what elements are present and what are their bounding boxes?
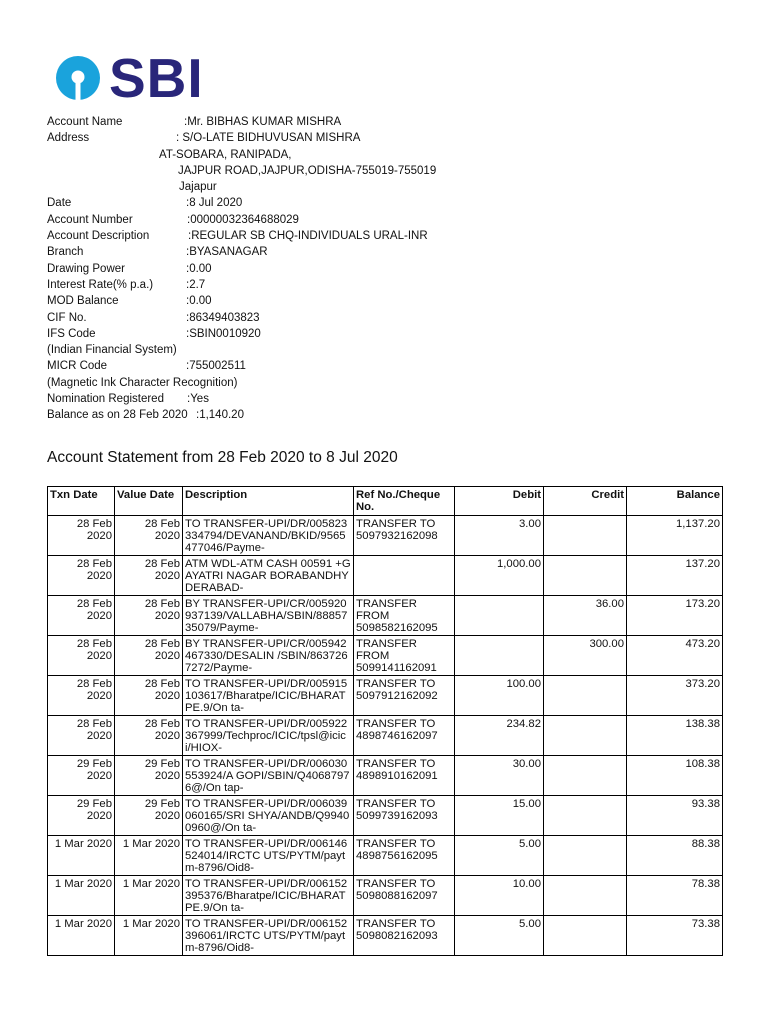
table-body [48, 516, 723, 956]
balance-cell-text: 137.20 [685, 558, 720, 570]
table-row [48, 636, 723, 676]
txn-date-cell [48, 596, 115, 636]
description-cell [183, 916, 354, 956]
value-date-cell [115, 836, 183, 876]
table-row [48, 556, 723, 596]
debit-cell [455, 636, 544, 676]
description-cell-text: TO TRANSFER-UPI/DR/006152395376/Bharatpe/ICIC/BHARATPE.9/On ta- [185, 878, 348, 914]
detail-label: Account Name [47, 116, 123, 128]
detail-label: MICR Code [47, 360, 108, 373]
balance-cell [627, 876, 723, 916]
credit-cell [544, 716, 627, 756]
reference-cell-text: TRANSFER TO 5097932162098 [356, 518, 438, 542]
reference-cell [354, 716, 455, 756]
value-date-cell [115, 556, 183, 596]
debit-cell-text: 1,000.00 [497, 558, 541, 570]
credit-cell [544, 876, 627, 916]
detail-value: :00000032364688029 [187, 213, 299, 226]
detail-value: :REGULAR SB CHQ-INDIVIDUALS URAL-INR [188, 230, 428, 243]
column-header: Txn Date [48, 487, 115, 516]
detail-value: :1,140.20 [196, 409, 244, 422]
column-header: Debit [455, 487, 544, 516]
detail-value: AT-SOBARA, RANIPADA, [159, 148, 292, 161]
balance-cell-text: 138.38 [685, 718, 720, 730]
reference-cell [354, 516, 455, 556]
value-date-cell [115, 676, 183, 716]
balance-cell-text: 373.20 [685, 678, 720, 690]
txn-date-cell [48, 556, 115, 596]
reference-cell-text: TRANSFER TO 5098088162097 [356, 878, 438, 902]
reference-cell-text: TRANSFER TO 4898746162097 [356, 718, 438, 742]
reference-cell [354, 596, 455, 636]
reference-cell-text: TRANSFER FROM 5098582162095 [356, 598, 438, 634]
description-cell [183, 676, 354, 716]
bank-name: SBI [109, 47, 204, 109]
description-cell-text: TO TRANSFER-UPI/DR/005823334794/DEVANAND/BKID/9565477046/Payme- [185, 518, 348, 554]
balance-cell-text: 1,137.20 [676, 518, 720, 530]
value-date-cell-text: 29 Feb 2020 [144, 798, 180, 822]
txn-date-cell [48, 876, 115, 916]
description-cell-text: TO TRANSFER-UPI/DR/005915103617/Bharatpe/ICIC/BHARATPE.9/On ta- [185, 678, 348, 714]
balance-cell [627, 916, 723, 956]
table-row [48, 596, 723, 636]
debit-cell [455, 836, 544, 876]
value-date-cell-text: 28 Feb 2020 [144, 518, 180, 542]
reference-cell-text: TRANSFER TO 5099739162093 [356, 798, 438, 822]
debit-cell-text: 5.00 [519, 838, 541, 850]
value-date-cell-text: 28 Feb 2020 [144, 678, 180, 702]
detail-value: :Mr. BIBHAS KUMAR MISHRA [184, 116, 342, 128]
detail-label: Account Number [47, 213, 133, 226]
description-cell-text: BY TRANSFER-UPI/CR/005920937139/VALLABHA/SBIN/8885735079/Payme- [185, 598, 348, 634]
reference-cell [354, 676, 455, 716]
detail-label: Account Description [47, 230, 150, 243]
balance-cell [627, 636, 723, 676]
balance-cell-text: 88.38 [691, 838, 720, 850]
txn-date-cell-text: 1 Mar 2020 [54, 918, 112, 930]
description-cell-text: BY TRANSFER-UPI/CR/005942467330/DESALIN /SBIN/8637267272/Payme- [185, 638, 348, 674]
table-header-row [48, 487, 723, 516]
description-cell [183, 636, 354, 676]
value-date-cell-text: 1 Mar 2020 [122, 918, 180, 930]
txn-date-cell [48, 676, 115, 716]
debit-cell-text: 234.82 [506, 718, 541, 730]
value-date-cell [115, 916, 183, 956]
txn-date-cell [48, 916, 115, 956]
credit-cell-text: 36.00 [595, 598, 624, 610]
reference-cell [354, 796, 455, 836]
credit-cell [544, 756, 627, 796]
detail-label: Nomination Registered [47, 393, 164, 406]
description-cell [183, 556, 354, 596]
debit-cell [455, 596, 544, 636]
table-row [48, 756, 723, 796]
detail-value: :86349403823 [186, 311, 260, 324]
sbi-logo [55, 47, 204, 109]
debit-cell-text: 5.00 [519, 918, 541, 930]
balance-cell [627, 716, 723, 756]
balance-cell-text: 173.20 [685, 598, 720, 610]
txn-date-cell-text: 28 Feb 2020 [76, 518, 112, 542]
balance-cell-text: 73.38 [691, 918, 720, 930]
description-cell-text: TO TRANSFER-UPI/DR/006030553924/A GOPI/SBIN/Q40687976@/On tap- [185, 758, 350, 794]
value-date-cell-text: 1 Mar 2020 [122, 838, 180, 850]
value-date-cell-text: 28 Feb 2020 [144, 638, 180, 662]
balance-cell [627, 756, 723, 796]
debit-cell-text: 30.00 [512, 758, 541, 770]
column-header: Ref No./Cheque No. [354, 487, 455, 516]
value-date-cell-text: 1 Mar 2020 [122, 878, 180, 890]
description-cell-text: ATM WDL-ATM CASH 00591 +GAYATRI NAGAR BORABANDHYDERABAD- [185, 558, 351, 594]
detail-label: Branch [47, 246, 84, 259]
detail-value: :0.00 [186, 262, 212, 275]
detail-label: Date [47, 197, 72, 210]
detail-label: Balance as on 28 Feb 2020 [47, 409, 188, 422]
credit-cell [544, 516, 627, 556]
reference-cell-text: TRANSFER TO 4898910162091 [356, 758, 438, 782]
txn-date-cell-text: 28 Feb 2020 [76, 598, 112, 622]
reference-cell [354, 636, 455, 676]
value-date-cell [115, 756, 183, 796]
detail-label: (Magnetic Ink Character Recognition) [47, 376, 238, 389]
txn-date-cell [48, 756, 115, 796]
balance-cell [627, 836, 723, 876]
txn-date-cell [48, 716, 115, 756]
table-row [48, 836, 723, 876]
description-cell-text: TO TRANSFER-UPI/DR/005922367999/Techproc/ICIC/tpsl@icici/HIOX- [185, 718, 348, 754]
reference-cell-text: TRANSFER TO 5098082162093 [356, 918, 438, 942]
balance-cell-text: 473.20 [685, 638, 720, 650]
sbi-logo-icon [55, 55, 101, 101]
detail-value: : S/O-LATE BIDHUVUSAN MISHRA [176, 132, 361, 145]
txn-date-cell-text: 29 Feb 2020 [76, 798, 112, 822]
value-date-cell-text: 29 Feb 2020 [144, 758, 180, 782]
description-cell [183, 716, 354, 756]
detail-value: :0.00 [186, 295, 212, 308]
description-cell-text: TO TRANSFER-UPI/DR/006152396061/IRCTC UTS/PYTM/paytm-8796/Oid8- [185, 918, 348, 954]
detail-value: :755002511 [186, 360, 246, 373]
reference-cell [354, 556, 455, 596]
detail-label: IFS Code [47, 327, 96, 340]
txn-date-cell-text: 28 Feb 2020 [76, 638, 112, 662]
balance-cell-text: 93.38 [691, 798, 720, 810]
value-date-cell [115, 516, 183, 556]
description-cell-text: TO TRANSFER-UPI/DR/006039060165/SRI SHYA/ANDB/Q99400960@/On ta- [185, 798, 350, 834]
balance-cell [627, 556, 723, 596]
reference-cell [354, 836, 455, 876]
detail-label: CIF No. [47, 311, 87, 324]
credit-cell [544, 796, 627, 836]
txn-date-cell-text: 28 Feb 2020 [76, 678, 112, 702]
value-date-cell [115, 876, 183, 916]
detail-label: MOD Balance [47, 295, 119, 308]
description-cell [183, 876, 354, 916]
balance-cell [627, 596, 723, 636]
detail-value: :BYASANAGAR [186, 246, 268, 259]
txn-date-cell-text: 28 Feb 2020 [76, 558, 112, 582]
debit-cell [455, 756, 544, 796]
txn-date-cell [48, 516, 115, 556]
balance-cell [627, 676, 723, 716]
debit-cell [455, 716, 544, 756]
debit-cell-text: 3.00 [519, 518, 541, 530]
description-cell [183, 596, 354, 636]
credit-cell-text: 300.00 [589, 638, 624, 650]
statement-title: Account Statement from 28 Feb 2020 to 8 Jul 2020 [47, 449, 398, 466]
value-date-cell [115, 636, 183, 676]
table-row [48, 916, 723, 956]
table-row [48, 516, 723, 556]
description-cell [183, 836, 354, 876]
debit-cell [455, 796, 544, 836]
debit-cell-text: 100.00 [506, 678, 541, 690]
detail-value: :2.7 [186, 278, 206, 291]
column-header: Credit [544, 487, 627, 516]
debit-cell-text: 10.00 [512, 878, 541, 890]
column-header: Description [183, 487, 354, 516]
txn-date-cell-text: 1 Mar 2020 [54, 838, 112, 850]
detail-value: :Yes [187, 393, 209, 406]
detail-label: Drawing Power [47, 262, 125, 275]
reference-cell [354, 916, 455, 956]
column-header: Balance [627, 487, 723, 516]
value-date-cell-text: 28 Feb 2020 [144, 558, 180, 582]
column-header: Value Date [115, 487, 183, 516]
debit-cell [455, 556, 544, 596]
value-date-cell-text: 28 Feb 2020 [144, 598, 180, 622]
balance-cell [627, 516, 723, 556]
detail-value: JAJPUR ROAD,JAJPUR,ODISHA-755019-755019 [178, 164, 437, 177]
transactions-table [47, 486, 723, 956]
txn-date-cell [48, 636, 115, 676]
detail-label: (Indian Financial System) [47, 344, 177, 357]
txn-date-cell [48, 796, 115, 836]
detail-value: Jajapur [179, 181, 217, 194]
txn-date-cell-text: 1 Mar 2020 [54, 878, 112, 890]
reference-cell-text: TRANSFER FROM 5099141162091 [356, 638, 437, 674]
value-date-cell [115, 596, 183, 636]
balance-cell [627, 796, 723, 836]
table-row [48, 796, 723, 836]
debit-cell [455, 516, 544, 556]
table-row [48, 876, 723, 916]
table-row [48, 676, 723, 716]
credit-cell [544, 916, 627, 956]
reference-cell [354, 876, 455, 916]
txn-date-cell [48, 836, 115, 876]
credit-cell [544, 676, 627, 716]
debit-cell [455, 916, 544, 956]
reference-cell-text: TRANSFER TO 4898756162095 [356, 838, 438, 862]
balance-cell-text: 108.38 [685, 758, 720, 770]
description-cell [183, 756, 354, 796]
description-cell-text: TO TRANSFER-UPI/DR/006146524014/IRCTC UTS/PYTM/paytm-8796/Oid8- [185, 838, 348, 874]
balance-cell-text: 78.38 [691, 878, 720, 890]
detail-value: :SBIN0010920 [186, 327, 261, 340]
value-date-cell-text: 28 Feb 2020 [144, 718, 180, 742]
value-date-cell [115, 716, 183, 756]
reference-cell-text: TRANSFER TO 5097912162092 [356, 678, 438, 702]
txn-date-cell-text: 28 Feb 2020 [76, 718, 112, 742]
credit-cell [544, 556, 627, 596]
debit-cell [455, 676, 544, 716]
debit-cell [455, 876, 544, 916]
table-row [48, 716, 723, 756]
detail-value: :8 Jul 2020 [186, 197, 243, 210]
detail-label: Interest Rate(% p.a.) [47, 278, 154, 291]
description-cell [183, 796, 354, 836]
debit-cell-text: 15.00 [512, 798, 541, 810]
value-date-cell [115, 796, 183, 836]
reference-cell [354, 756, 455, 796]
description-cell [183, 516, 354, 556]
detail-label: Address [47, 132, 90, 145]
credit-cell [544, 596, 627, 636]
credit-cell [544, 636, 627, 676]
txn-date-cell-text: 29 Feb 2020 [76, 758, 112, 782]
credit-cell [544, 836, 627, 876]
